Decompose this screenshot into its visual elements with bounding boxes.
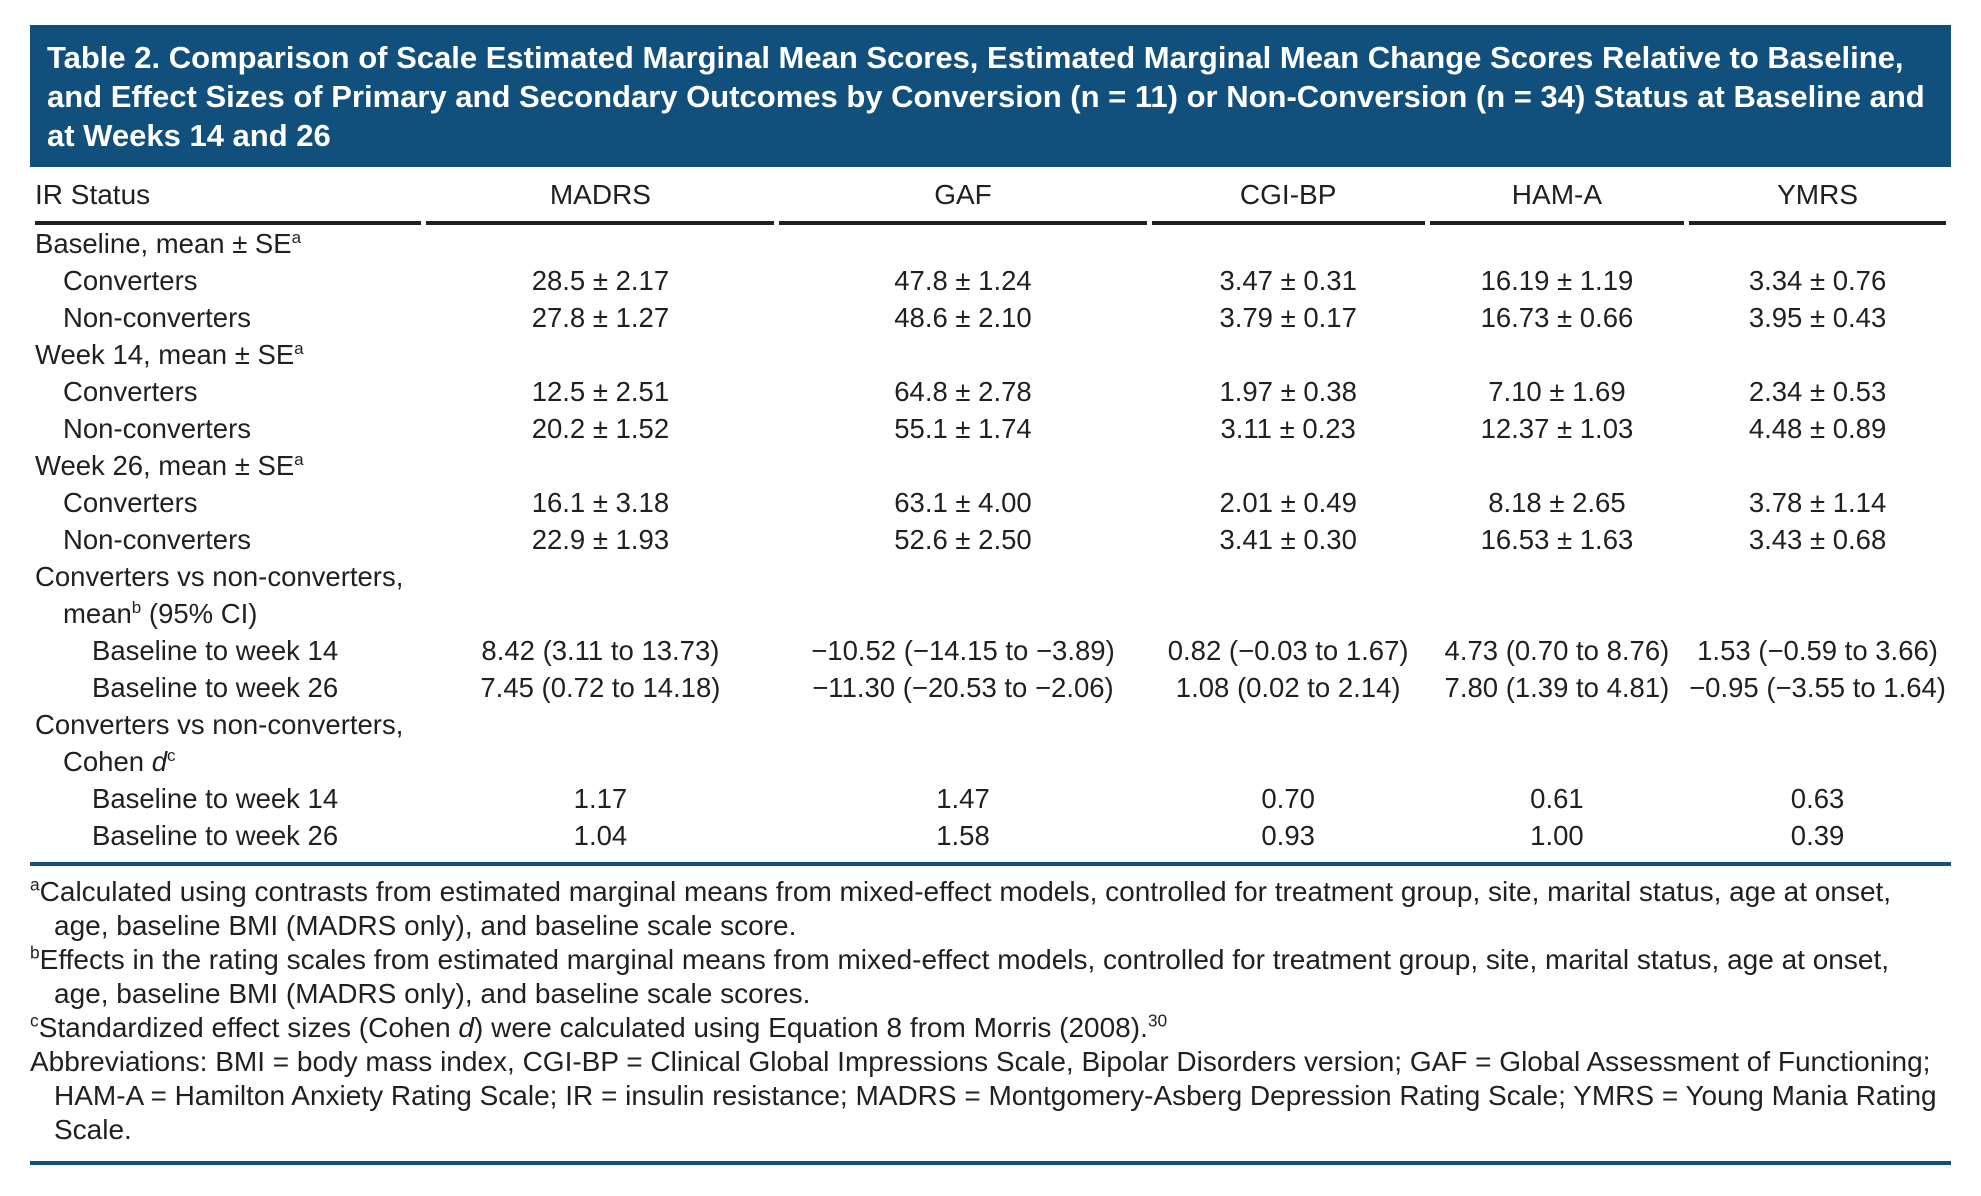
- col-header-madrs: MADRS: [426, 175, 774, 225]
- value-cell: 52.6 ± 2.50: [894, 523, 1032, 555]
- value-cell: [1152, 595, 1425, 632]
- value-cell: [426, 225, 774, 262]
- value-cell: 3.41 ± 0.30: [1219, 523, 1357, 555]
- value-cell: 8.42 (3.11 to 13.73): [481, 634, 720, 666]
- value-cell: 1.97 ± 0.38: [1219, 375, 1357, 407]
- col-header-cgi-bp: CGI-BP: [1152, 175, 1425, 225]
- row-label: Baseline, mean ± $SE^a$: [35, 227, 302, 259]
- value-cell: [779, 225, 1146, 262]
- footnote-c: $^c$Standardized effect sizes (Cohen d) were calculated using Equation 8 from Morris (2008).$^{30}$: [30, 1010, 1168, 1043]
- value-cell: [1152, 336, 1425, 373]
- table-section-row: [35, 447, 1946, 484]
- row-label: Baseline to week 26: [92, 671, 339, 703]
- value-cell: [1430, 225, 1684, 262]
- footnote-a: $^a$Calculated using contrasts from estimated marginal means from mixed-effect models, controlled for treatment group, site, marital status, age at onset, age, baseline BMI (MADRS only), and baseline scale score.: [30, 874, 1892, 941]
- row-label: Converters: [63, 264, 198, 296]
- value-cell: 48.6 ± 2.10: [894, 301, 1032, 333]
- outcomes-table: [30, 175, 1951, 854]
- row-label: Non-converters: [63, 412, 251, 444]
- table-row: [35, 410, 1946, 447]
- value-cell: 27.8 ± 1.27: [531, 301, 670, 333]
- row-label: Converters vs non-converters,: [35, 708, 404, 740]
- table-title-band: [30, 25, 1951, 167]
- value-cell: [1430, 706, 1684, 743]
- value-cell: [779, 706, 1146, 743]
- value-cell: [1152, 447, 1425, 484]
- table-section-row: [35, 706, 1946, 743]
- value-cell: 1.17: [573, 782, 628, 814]
- row-label: Converters vs non-converters,: [35, 560, 404, 592]
- col-header-ham-a: HAM-A: [1430, 175, 1684, 225]
- value-cell: 47.8 ± 1.24: [894, 264, 1032, 296]
- value-cell: 3.47 ± 0.31: [1219, 264, 1357, 296]
- table-row: [35, 373, 1946, 410]
- table-section-row: [35, 743, 1946, 780]
- footnotes-block: [30, 875, 1951, 1147]
- value-cell: [1689, 336, 1946, 373]
- value-cell: [426, 558, 774, 595]
- value-cell: 4.73 (0.70 to 8.76): [1444, 634, 1670, 666]
- value-cell: 3.34 ± 0.76: [1748, 264, 1887, 296]
- table-section-row: [35, 225, 1946, 262]
- value-cell: 0.82 (−0.03 to 1.67): [1167, 634, 1409, 666]
- row-label: Week 26, mean ± $SE^a$: [35, 449, 304, 481]
- value-cell: 12.37 ± 1.03: [1480, 412, 1634, 444]
- footnote-b: $^b$Effects in the rating scales from estimated marginal means from mixed-effect models, controlled for treatment group, site, marital status, age at onset, age, baseline BMI (MADRS only), and baseline scale scores.: [30, 942, 1890, 1009]
- value-cell: 2.34 ± 0.53: [1748, 375, 1887, 407]
- value-cell: [1152, 225, 1425, 262]
- value-cell: 1.47: [936, 782, 990, 814]
- value-cell: [779, 743, 1146, 780]
- value-cell: [426, 336, 774, 373]
- value-cell: [1430, 447, 1684, 484]
- table-row: [35, 484, 1946, 521]
- table-section-row: [35, 336, 1946, 373]
- value-cell: 55.1 ± 1.74: [894, 412, 1032, 444]
- value-cell: 3.78 ± 1.14: [1748, 486, 1887, 518]
- value-cell: [1689, 743, 1946, 780]
- row-label: Baseline to week 14: [92, 634, 339, 666]
- value-cell: −0.95 (−3.55 to 1.64): [1689, 671, 1946, 703]
- table-body: [35, 225, 1946, 854]
- value-cell: 7.80 (1.39 to 4.81): [1444, 671, 1670, 703]
- value-cell: 1.58: [936, 819, 990, 851]
- value-cell: 0.93: [1261, 819, 1315, 851]
- value-cell: [1430, 595, 1684, 632]
- value-cell: [1430, 336, 1684, 373]
- col-header-gaf: GAF: [779, 175, 1146, 225]
- value-cell: 3.43 ± 0.68: [1748, 523, 1887, 555]
- value-cell: [426, 706, 774, 743]
- row-label: mean$^b$ (95% CI): [63, 597, 258, 629]
- value-cell: 20.2 ± 1.52: [531, 412, 670, 444]
- value-cell: 1.00: [1530, 819, 1584, 851]
- col-header-ir-status: IR Status: [35, 175, 421, 225]
- value-cell: 0.63: [1790, 782, 1845, 814]
- value-cell: 0.39: [1790, 819, 1845, 851]
- value-cell: 16.19 ± 1.19: [1480, 264, 1634, 296]
- value-cell: 8.18 ± 2.65: [1488, 486, 1626, 518]
- value-cell: [779, 595, 1146, 632]
- value-cell: [779, 558, 1146, 595]
- value-cell: [1689, 558, 1946, 595]
- value-cell: 12.5 ± 2.51: [531, 375, 670, 407]
- value-cell: 16.1 ± 3.18: [531, 486, 670, 518]
- value-cell: 3.79 ± 0.17: [1219, 301, 1357, 333]
- table-row: [35, 632, 1946, 669]
- value-cell: 0.70: [1261, 782, 1315, 814]
- value-cell: 64.8 ± 2.78: [894, 375, 1032, 407]
- table-section-row: [35, 595, 1946, 632]
- value-cell: [426, 447, 774, 484]
- value-cell: [1152, 706, 1425, 743]
- value-cell: 4.48 ± 0.89: [1748, 412, 1887, 444]
- value-cell: [1430, 558, 1684, 595]
- row-label: Cohen $d^c$: [63, 745, 176, 777]
- value-cell: 1.04: [573, 819, 628, 851]
- value-cell: [779, 447, 1146, 484]
- value-cell: 22.9 ± 1.93: [531, 523, 670, 555]
- table-row: [35, 780, 1946, 817]
- row-label: Baseline to week 14: [92, 782, 339, 814]
- row-label: Non-converters: [63, 301, 251, 333]
- value-cell: 7.45 (0.72 to 14.18): [480, 671, 721, 703]
- value-cell: 0.61: [1530, 782, 1584, 814]
- value-cell: [426, 743, 774, 780]
- row-label: Non-converters: [63, 523, 251, 555]
- row-label: Week 14, mean ± $SE^a$: [35, 338, 304, 370]
- row-label: Baseline to week 26: [92, 819, 339, 851]
- value-cell: 1.53 (−0.59 to 3.66): [1697, 634, 1938, 666]
- footnote-divider-rule: [30, 862, 1951, 866]
- value-cell: 63.1 ± 4.00: [894, 486, 1032, 518]
- footnote-abbreviations: Abbreviations: BMI = body mass index, CGI-BP = Clinical Global Impressions Scale, Bipolar Disorders version; GAF = Global Assessment of Functioning; HAM-A = Hamilton Anxiety Rating Scale; IR = insulin resistance; MADRS = Montgomery-Asberg Depression Rating Scale; YMRS = Young Mania Rating Scale.: [30, 1046, 1937, 1145]
- row-label: Converters: [63, 375, 198, 407]
- value-cell: −10.52 (−14.15 to −3.89): [811, 634, 1115, 666]
- table-title: Table 2. Comparison of Scale Estimated Marginal Mean Scores, Estimated Marginal Mean Change Scores Relative to Baseline, and Effect Sizes of Primary and Secondary Outcomes by Conversion (n = 11) or Non-Conversion (n = 34) Status at Baseline and at Weeks 14 and 26: [47, 40, 1925, 153]
- value-cell: 16.53 ± 1.63: [1480, 523, 1634, 555]
- value-cell: 16.73 ± 0.66: [1480, 301, 1634, 333]
- value-cell: 7.10 ± 1.69: [1488, 375, 1626, 407]
- value-cell: [1689, 447, 1946, 484]
- bottom-border-rule: [30, 1161, 1951, 1165]
- row-label: Converters: [63, 486, 198, 518]
- value-cell: [1689, 595, 1946, 632]
- value-cell: 2.01 ± 0.49: [1219, 486, 1357, 518]
- table-header-row: [35, 175, 1946, 225]
- table-row: [35, 299, 1946, 336]
- value-cell: −11.30 (−20.53 to −2.06): [812, 671, 1114, 703]
- value-cell: 28.5 ± 2.17: [531, 264, 670, 296]
- value-cell: [1152, 743, 1425, 780]
- table-row: [35, 669, 1946, 706]
- table-row: [35, 262, 1946, 299]
- value-cell: 3.95 ± 0.43: [1748, 301, 1887, 333]
- value-cell: [1152, 558, 1425, 595]
- value-cell: 3.11 ± 0.23: [1220, 412, 1356, 444]
- col-header-ymrs: YMRS: [1689, 175, 1946, 225]
- value-cell: [779, 336, 1146, 373]
- table-row: [35, 817, 1946, 854]
- value-cell: [1430, 743, 1684, 780]
- table-section-row: [35, 558, 1946, 595]
- value-cell: [1689, 225, 1946, 262]
- value-cell: 1.08 (0.02 to 2.14): [1175, 671, 1401, 703]
- table-row: [35, 521, 1946, 558]
- value-cell: [1689, 706, 1946, 743]
- value-cell: [426, 595, 774, 632]
